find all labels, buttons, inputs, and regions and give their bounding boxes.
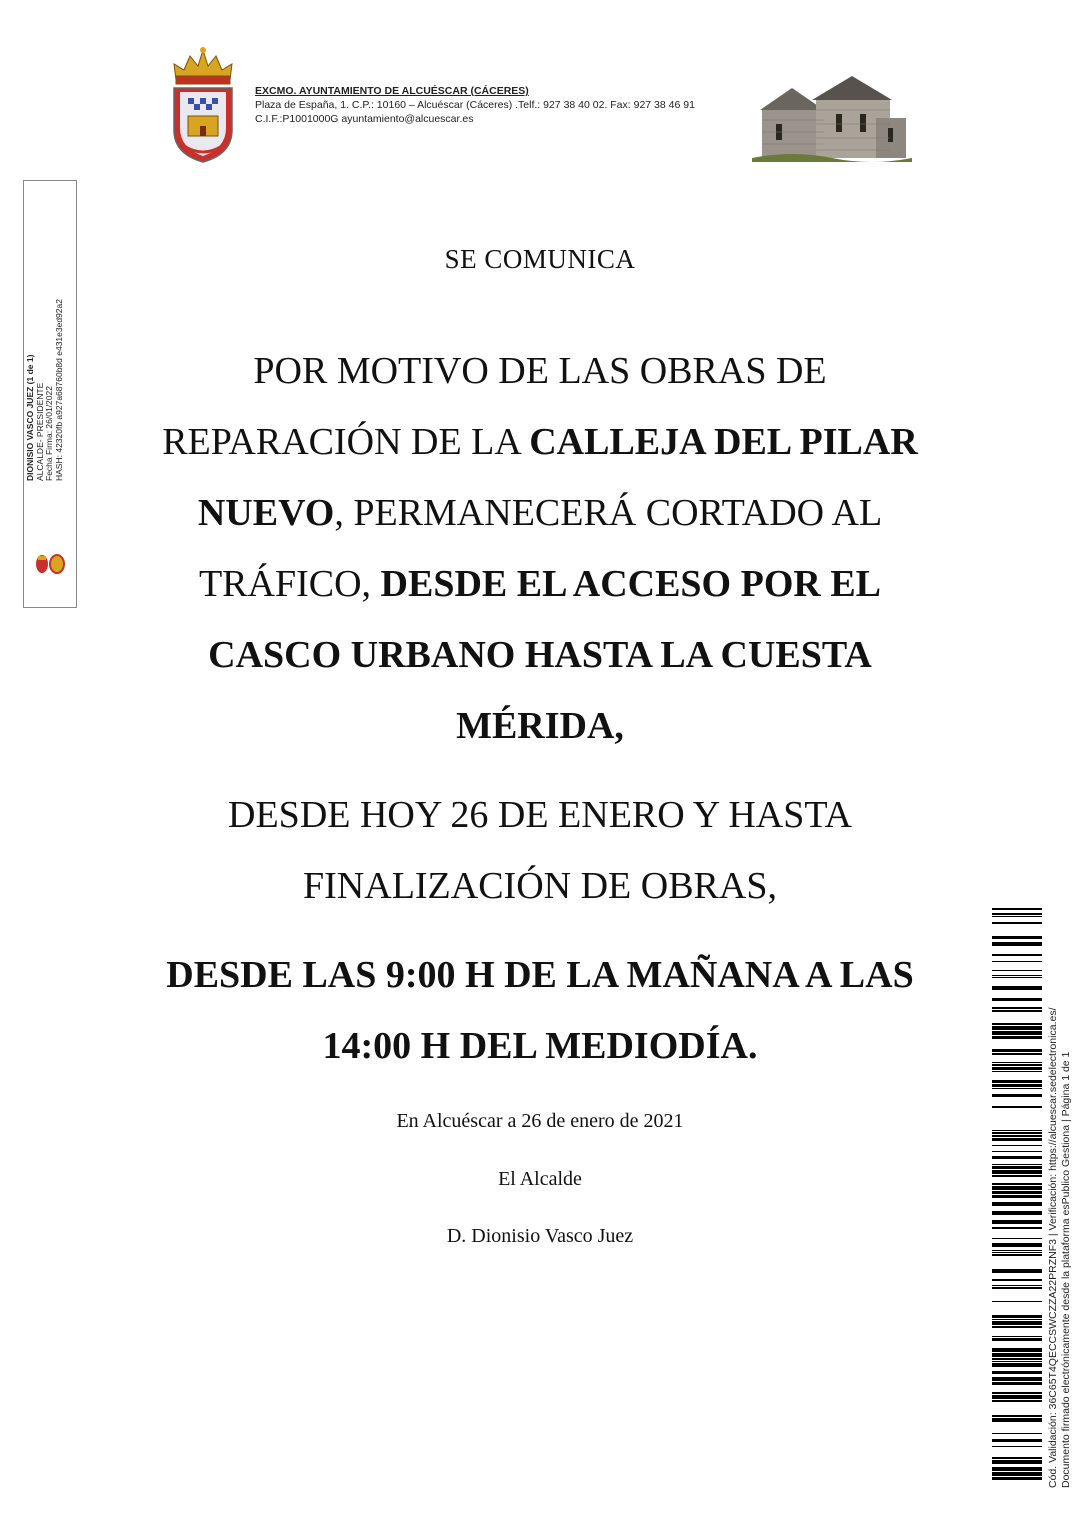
signer-role: ALCALDE- PRESIDENTE xyxy=(34,382,45,481)
signature-date: Fecha Firma: 26/01/2022 xyxy=(44,386,54,481)
org-address: Plaza de España, 1. C.P.: 10160 – Alcuéscar (Cáceres) .Telf.: 927 38 40 02. Fax: 927 38 46 91 xyxy=(255,99,695,111)
notice-paragraph-dates: DESDE HOY 26 DE ENERO Y HASTA FINALIZACIÓN DE OBRAS, xyxy=(228,794,852,907)
org-cif-email: C.I.F.:P1001000G ayuntamiento@alcuescar.es xyxy=(255,113,474,125)
signer-name: DIONISIO VASCO JUEZ (1 de 1) xyxy=(25,354,35,481)
stamp-seal-icon xyxy=(32,553,68,575)
signature-stamp xyxy=(23,180,77,608)
validation-footer xyxy=(1047,1008,1072,1489)
org-name: EXCMO. AYUNTAMIENTO DE ALCUÉSCAR (CÁCERES) xyxy=(255,85,529,97)
signer-title: El Alcalde xyxy=(498,1168,582,1190)
signature-details xyxy=(26,299,64,481)
coat-of-arms-logo xyxy=(166,46,240,164)
validation-barcode xyxy=(992,908,1042,1488)
notice-affected-section: DESDE EL ACCESO POR EL CASCO URBANO HASTA LA CUESTA MÉRIDA, xyxy=(208,563,882,747)
signature-hash: HASH: 42320fb a927a68760b8d e431e3ed92a2 xyxy=(53,299,64,481)
notice-paragraph-1 xyxy=(150,336,930,762)
validation-code-line: Cód. Validación: 36C65T4QECCSWCZZA22PRZNF3 | Verificación: https://alcuescar.sedelectronica.es/ xyxy=(1047,1007,1059,1488)
notice-text-a: POR MOTIVO DE LAS OBRAS DE REPARACIÓN DE LA xyxy=(162,350,827,463)
notice-paragraph-hours: DESDE LAS 9:00 H DE LA MAÑANA A LAS 14:00 H DEL MEDIODÍA. xyxy=(166,954,914,1067)
place-date-line: En Alcuéscar a 26 de enero de 2021 xyxy=(396,1110,684,1132)
validation-platform-line: Documento firmado electrónicamente desde la plataforma esPublico Gestiona | Página 1 de 1 xyxy=(1059,1051,1072,1488)
notice-heading: SE COMUNICA xyxy=(444,244,636,274)
signer-full-name: D. Dionisio Vasco Juez xyxy=(446,1225,634,1247)
church-image xyxy=(752,70,912,162)
letterhead xyxy=(255,84,695,126)
notice-street-name: CALLEJA DEL PILAR NUEVO xyxy=(197,421,918,534)
notice-text-c: , PERMANECERÁ CORTADO AL TRÁFICO, xyxy=(198,492,883,605)
